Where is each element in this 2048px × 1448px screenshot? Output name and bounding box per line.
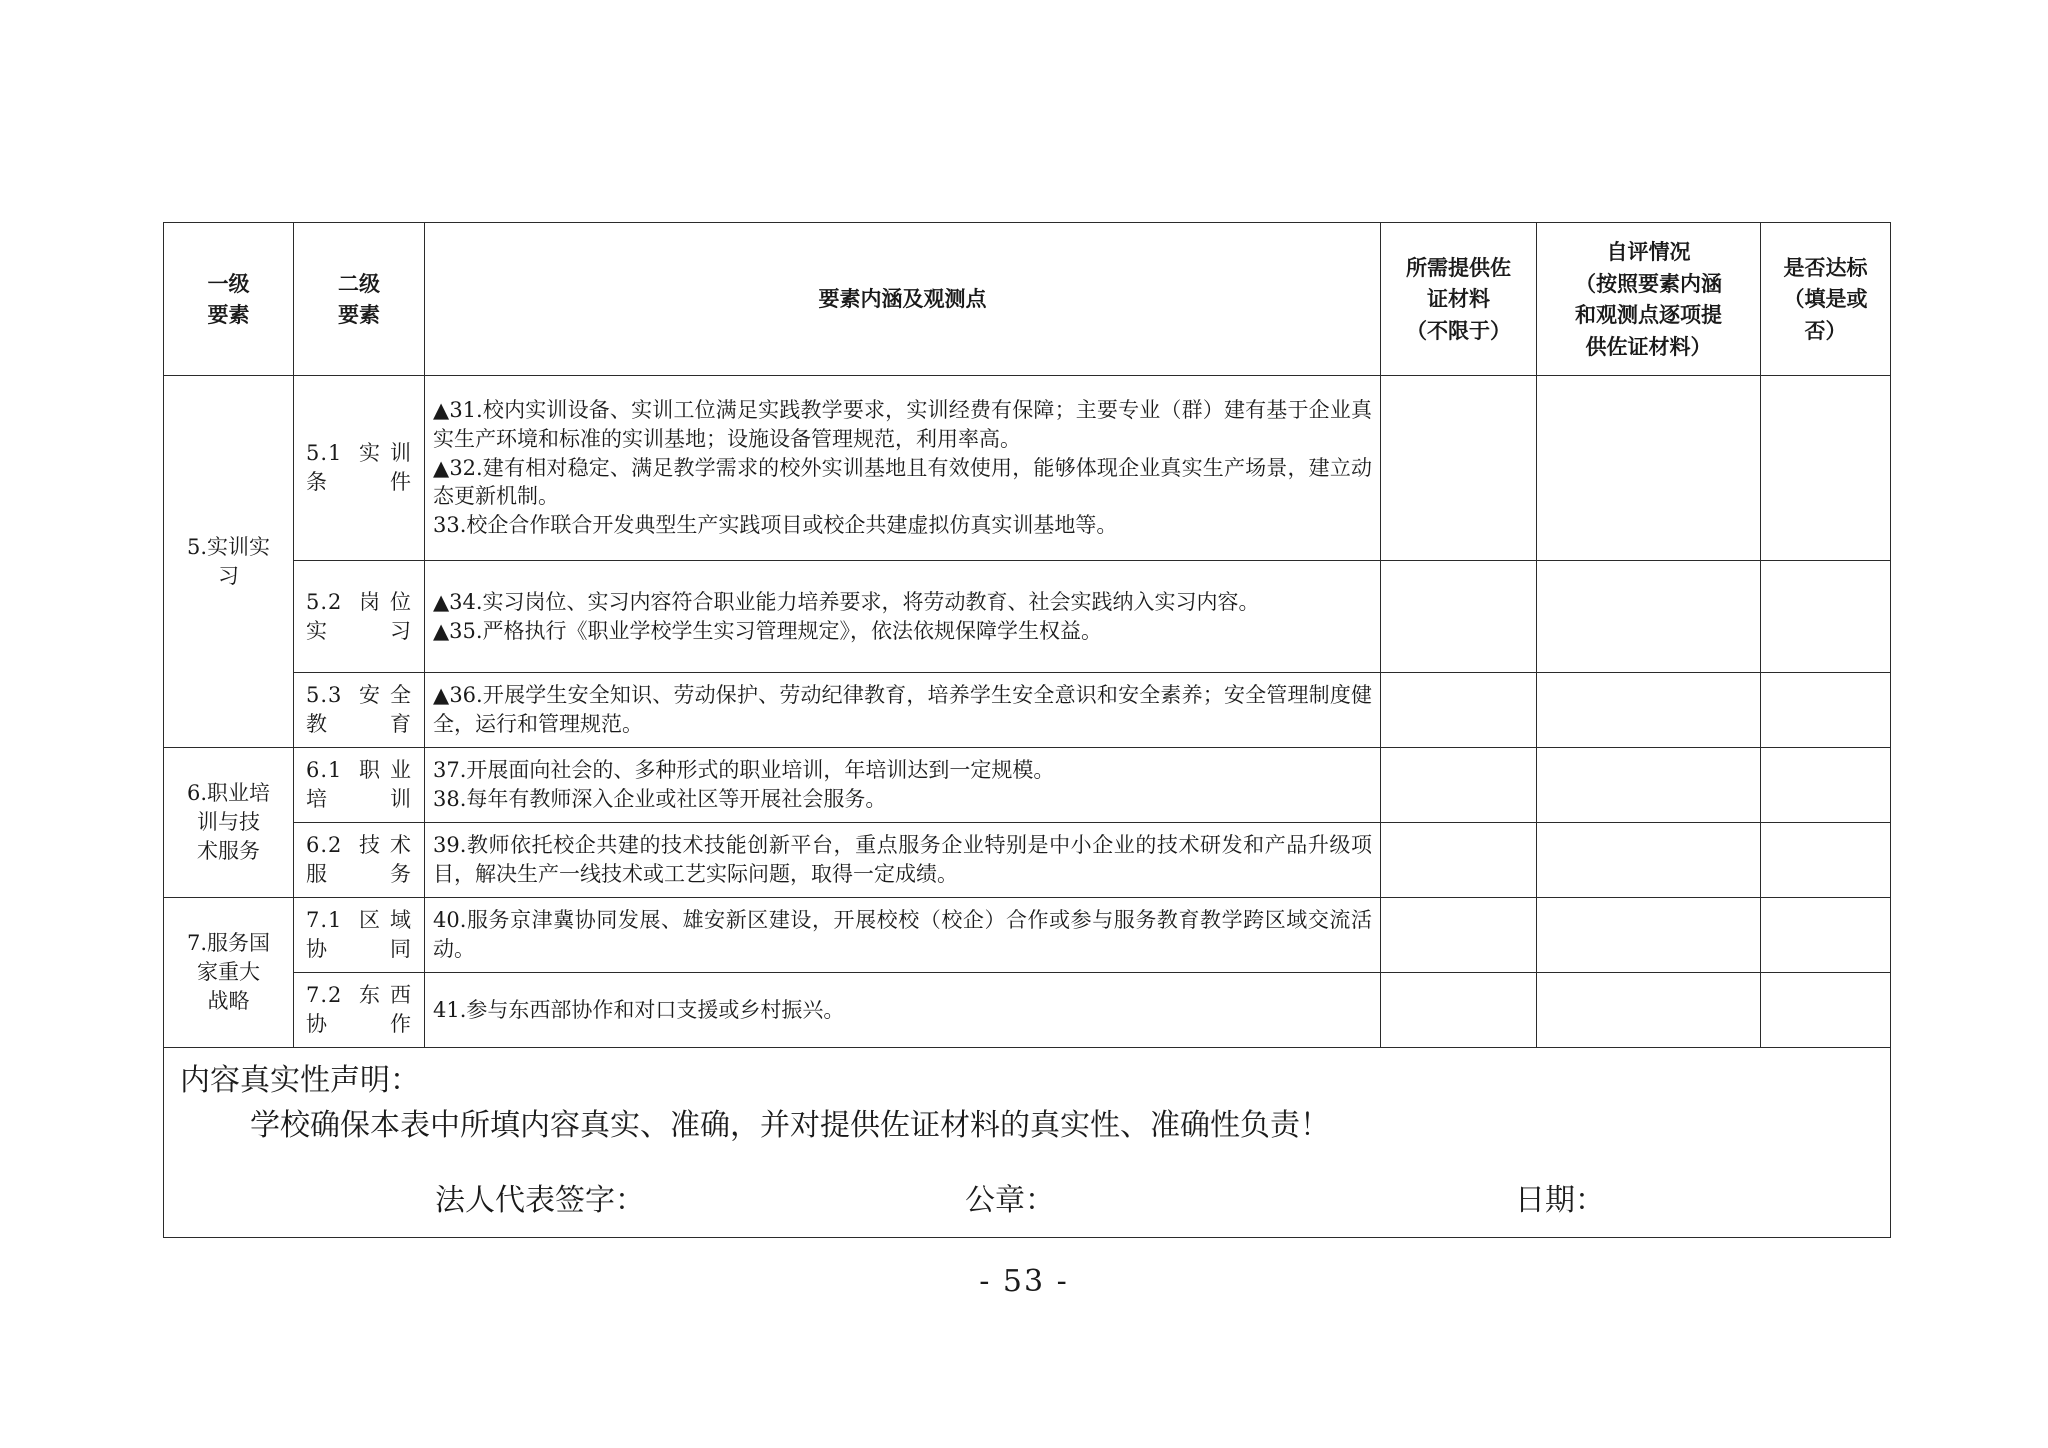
table-row (164, 823, 1891, 898)
met-standard-cell[interactable] (1761, 561, 1891, 673)
evidence-cell[interactable] (1381, 673, 1537, 748)
level1-element-cell: 5.实训实 习 (164, 376, 294, 748)
evidence-cell[interactable] (1381, 823, 1537, 898)
evidence-cell[interactable] (1381, 561, 1537, 673)
self-eval-cell[interactable] (1537, 898, 1761, 973)
observation-point: ▲34.实习岗位、实习内容符合职业能力培养要求，将劳动教育、社会实践纳入实习内容。 (433, 589, 1260, 614)
signature-line (180, 1178, 1874, 1223)
table-row (164, 673, 1891, 748)
self-eval-cell[interactable] (1537, 673, 1761, 748)
header-evidence: 所需提供佐 证材料 （不限于） (1381, 223, 1537, 376)
declaration-title: 内容真实性声明： (180, 1063, 420, 1098)
met-standard-cell[interactable] (1761, 898, 1891, 973)
table-row (164, 561, 1891, 673)
declaration-body: 学校确保本表中所填内容真实、准确，并对提供佐证材料的真实性、准确性负责！ (250, 1108, 1330, 1143)
observation-point: 38.每年有教师深入企业或社区等开展社会服务。 (433, 787, 887, 811)
observation-points-cell (425, 898, 1381, 973)
observation-point: 40.服务京津冀协同发展、雄安新区建设，开展校校（校企）合作或参与服务教育教学跨区域交流活动。 (433, 908, 1372, 961)
self-eval-cell[interactable] (1537, 823, 1761, 898)
level2-element-cell: 5.2 岗位 实习 (294, 561, 425, 673)
self-eval-cell[interactable] (1537, 561, 1761, 673)
level2-element-cell: 6.1 职业 培训 (294, 748, 425, 823)
observation-points-cell (425, 673, 1381, 748)
header-self-eval: 自评情况 （按照要素内涵 和观测点逐项提 供佐证材料） (1537, 223, 1761, 376)
page-number: - 53 - (979, 1264, 1069, 1299)
table-row (164, 973, 1891, 1048)
observation-point: 37.开展面向社会的、多种形式的职业培训，年培训达到一定规模。 (433, 758, 1055, 783)
declaration-row (164, 1048, 1891, 1238)
observation-point: ▲35.严格执行《职业学校学生实习管理规定》，依法依规保障学生权益。 (433, 618, 1103, 643)
table-row (164, 748, 1891, 823)
evidence-cell[interactable] (1381, 748, 1537, 823)
observation-points-cell (425, 748, 1381, 823)
level2-element-cell: 5.1 实训 条件 (294, 376, 425, 561)
observation-point: 41.参与东西部协作和对口支援或乡村振兴。 (433, 997, 845, 1022)
evaluation-table (163, 222, 1891, 1238)
level2-element-cell: 5.3 安全 教育 (294, 673, 425, 748)
header-row (164, 223, 1891, 376)
declaration-cell (164, 1048, 1891, 1238)
observation-points-cell (425, 973, 1381, 1048)
header-level2: 二级 要素 (294, 223, 425, 376)
observation-point: ▲32.建有相对稳定、满足教学需求的校外实训基地且有效使用，能够体现企业真实生产场景，建立动态更新机制。 (433, 455, 1372, 509)
observation-points-cell (425, 823, 1381, 898)
level2-element-cell: 7.2 东西 协作 (294, 973, 425, 1048)
table-body (164, 376, 1891, 1048)
met-standard-cell[interactable] (1761, 673, 1891, 748)
met-standard-cell[interactable] (1761, 748, 1891, 823)
met-standard-cell[interactable] (1761, 973, 1891, 1048)
legal-rep-signature-label: 法人代表签字： (435, 1183, 645, 1218)
self-eval-cell[interactable] (1537, 376, 1761, 561)
observation-point: ▲31.校内实训设备、实训工位满足实践教学要求，实训经费有保障；主要专业（群）建有基于企业真实生产环境和标准的实训基地；设施设备管理规范，利用率高。 (433, 397, 1372, 451)
level1-element-cell: 6.职业培 训与技 术服务 (164, 748, 294, 898)
evidence-cell[interactable] (1381, 898, 1537, 973)
observation-point: 33.校企合作联合开发典型生产实践项目或校企共建虚拟仿真实训基地等。 (433, 513, 1118, 538)
observation-point: 39.教师依托校企共建的技术技能创新平台，重点服务企业特别是中小企业的技术研发和产品升级项目，解决生产一线技术或工艺实际问题，取得一定成绩。 (433, 833, 1372, 886)
evidence-cell[interactable] (1381, 376, 1537, 561)
level2-element-cell: 7.1 区域 协同 (294, 898, 425, 973)
level1-element-cell: 7.服务国 家重大 战略 (164, 898, 294, 1048)
self-eval-cell[interactable] (1537, 973, 1761, 1048)
table-row (164, 898, 1891, 973)
observation-point: ▲36.开展学生安全知识、劳动保护、劳动纪律教育，培养学生安全意识和安全素养；安全管理制度健全，运行和管理规范。 (433, 683, 1372, 736)
date-label: 日期： (1515, 1183, 1605, 1218)
evidence-cell[interactable] (1381, 973, 1537, 1048)
met-standard-cell[interactable] (1761, 376, 1891, 561)
header-content: 要素内涵及观测点 (425, 223, 1381, 376)
table-row (164, 376, 1891, 561)
official-seal-label: 公章： (965, 1183, 1055, 1218)
header-level1: 一级 要素 (164, 223, 294, 376)
header-met: 是否达标 （填是或 否） (1761, 223, 1891, 376)
met-standard-cell[interactable] (1761, 823, 1891, 898)
observation-points-cell (425, 376, 1381, 561)
self-eval-cell[interactable] (1537, 748, 1761, 823)
observation-points-cell (425, 561, 1381, 673)
level2-element-cell: 6.2 技术 服务 (294, 823, 425, 898)
